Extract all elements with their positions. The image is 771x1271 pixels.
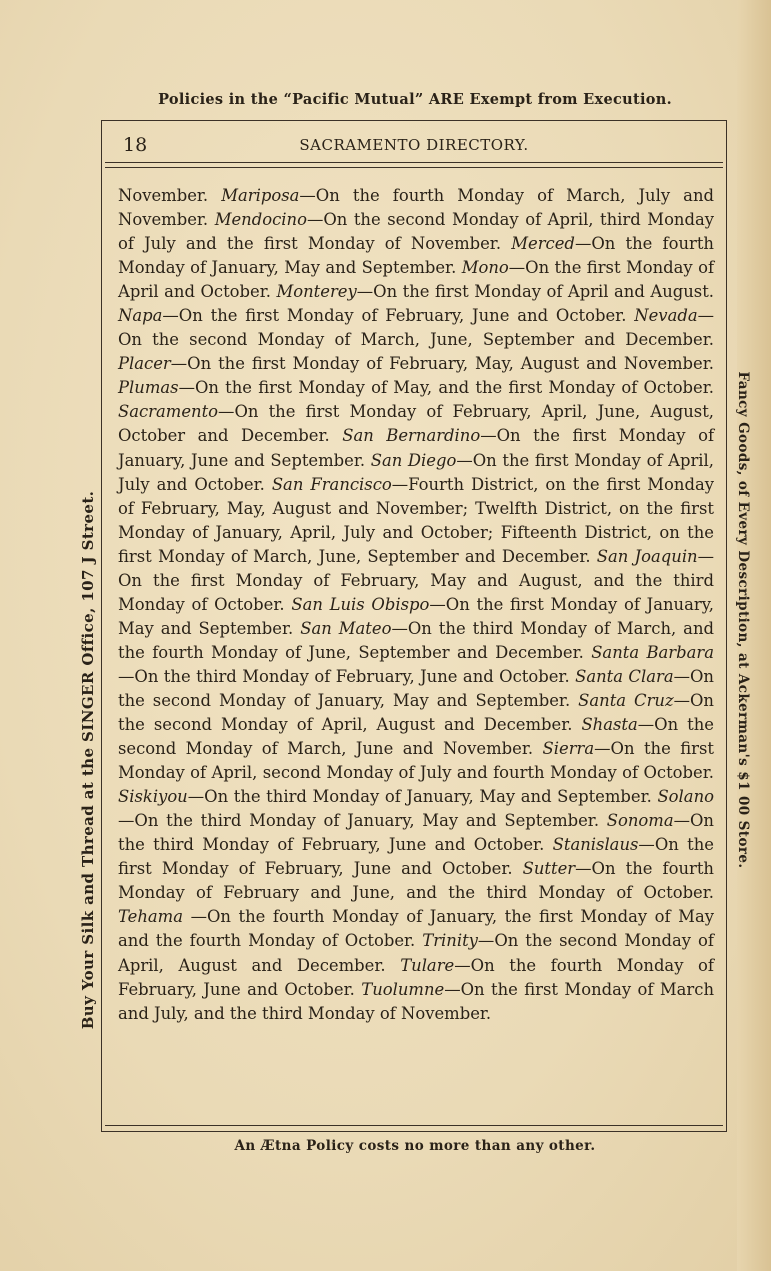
county-name: Mono: [461, 258, 509, 278]
county-name: Napa: [118, 306, 163, 326]
text-run: —On the fourth Monday of January, May and September.: [118, 234, 714, 278]
county-name: Sutter: [522, 859, 576, 879]
text-run: —On the third Monday of February, June and October.: [118, 666, 576, 686]
county-name: San Francisco: [271, 474, 392, 494]
text-run: —On the first Monday of February, May and August, and the third Monday of October.: [118, 546, 715, 614]
text-run: —On the second Monday of March, June, September and December.: [118, 306, 714, 350]
footer-rule: [105, 1125, 723, 1126]
county-name: Sierra: [542, 739, 595, 759]
text-run: —On the second Monday of March, June and November.: [118, 715, 714, 759]
text-run: —On the first Monday of February, April, June, August, October and December.: [118, 402, 714, 446]
running-title: SACRAMENTO DIRECTORY.: [299, 136, 529, 154]
county-name: Tehama: [118, 907, 184, 927]
text-run: —On the first Monday of February, June and October.: [118, 835, 714, 879]
text-run: —On the first Monday of February, May, August and November.: [170, 354, 714, 374]
county-name: Placer: [118, 354, 171, 374]
text-run: November.: [118, 186, 222, 205]
text-run: —On the fourth Monday of March, July and November.: [118, 186, 714, 230]
body-text: [118, 184, 714, 1026]
text-run: —On the first Monday of February, June and October.: [162, 306, 635, 326]
county-name: Santa Cruz: [578, 690, 674, 710]
county-name: San Bernardino: [342, 426, 481, 446]
county-name: Merced: [511, 234, 575, 254]
text-run: —On the first Monday of March and July, and the third Monday of November.: [118, 979, 714, 1023]
text-run: —On the fourth Monday of January, the first Monday of May and the fourth Monday of October.: [118, 907, 714, 951]
county-name: Trinity: [422, 931, 478, 951]
county-name: Solano: [657, 787, 714, 807]
text-run: —On the second Monday of April, August and December.: [118, 690, 714, 735]
left-margin-text: Buy Your Silk and Thread at the SINGER Office, 107 J Street.: [79, 490, 97, 1030]
text-run: —On the first Monday of April, second Monday of July and fourth Monday of October.: [118, 739, 714, 783]
text-run: —On the third Monday of January, May and September.: [187, 787, 658, 807]
text-run: —On the first Monday of May, and the first Monday of October.: [178, 378, 714, 398]
page-header: [105, 124, 723, 163]
court-terms-paragraph: [118, 184, 714, 1026]
county-name: San Luis Obispo: [291, 594, 430, 614]
county-name: Sacramento: [118, 402, 219, 422]
county-name: San Joaquin: [596, 546, 698, 566]
text-run: —On the first Monday of January, June and September.: [118, 426, 715, 470]
county-name: San Mateo: [300, 618, 392, 638]
right-margin-text: Fancy Goods, of Every Description, at Ackerman's $1 00 Store.: [735, 371, 751, 869]
county-name: San Diego: [370, 450, 457, 470]
county-name: Mariposa: [221, 186, 300, 205]
text-run: —On the third Monday of February, June and October.: [118, 811, 714, 855]
top-advertisement-banner: Policies in the “Pacific Mutual” ARE Exempt from Execution.: [158, 91, 672, 108]
text-run: —On the second Monday of January, May and September.: [118, 666, 714, 710]
text-run: —On the first Monday of April and October.: [118, 258, 715, 302]
page-number: 18: [123, 134, 148, 156]
county-name: Nevada: [634, 306, 698, 326]
text-run: —On the fourth Monday of February, June and October.: [118, 955, 714, 999]
header-rule: [105, 167, 723, 168]
county-name: Shasta: [581, 715, 638, 735]
text-run: —On the first Monday of January, May and September.: [118, 594, 715, 638]
county-name: Tulare: [400, 955, 455, 975]
county-name: Mendocino: [214, 210, 307, 230]
county-name: Santa Barbara: [591, 642, 714, 662]
county-name: Santa Clara: [575, 666, 674, 686]
text-run: —On the fourth Monday of February and June, and the third Monday of October.: [118, 859, 714, 903]
county-name: Sonoma: [606, 811, 674, 831]
county-name: Plumas: [118, 378, 179, 398]
text-run: —On the third Monday of March, and the fourth Monday of June, September and December.: [118, 618, 714, 662]
text-run: —On the first Monday of April, July and October.: [118, 450, 714, 494]
text-run: —On the first Monday of April and August.: [356, 282, 715, 302]
county-name: Tuolumne: [361, 979, 445, 999]
bottom-advertisement-banner: An Ætna Policy costs no more than any other.: [234, 1138, 596, 1154]
text-run: —On the second Monday of April, third Monday of July and the first Monday of November.: [118, 210, 715, 254]
county-name: Stanislaus: [552, 835, 639, 855]
text-run: —On the second Monday of April, August and December.: [118, 931, 714, 975]
county-name: Monterey: [276, 282, 357, 302]
county-name: Siskiyou: [118, 787, 188, 807]
text-run: —Fourth District, on the first Monday of February, May, August and November; Twelfth District, on the first Monday of January, April, July and October; Fifteenth District, on the first Monday of March, June, September and December.: [118, 474, 714, 566]
text-run: —On the third Monday of January, May and September.: [118, 811, 607, 831]
